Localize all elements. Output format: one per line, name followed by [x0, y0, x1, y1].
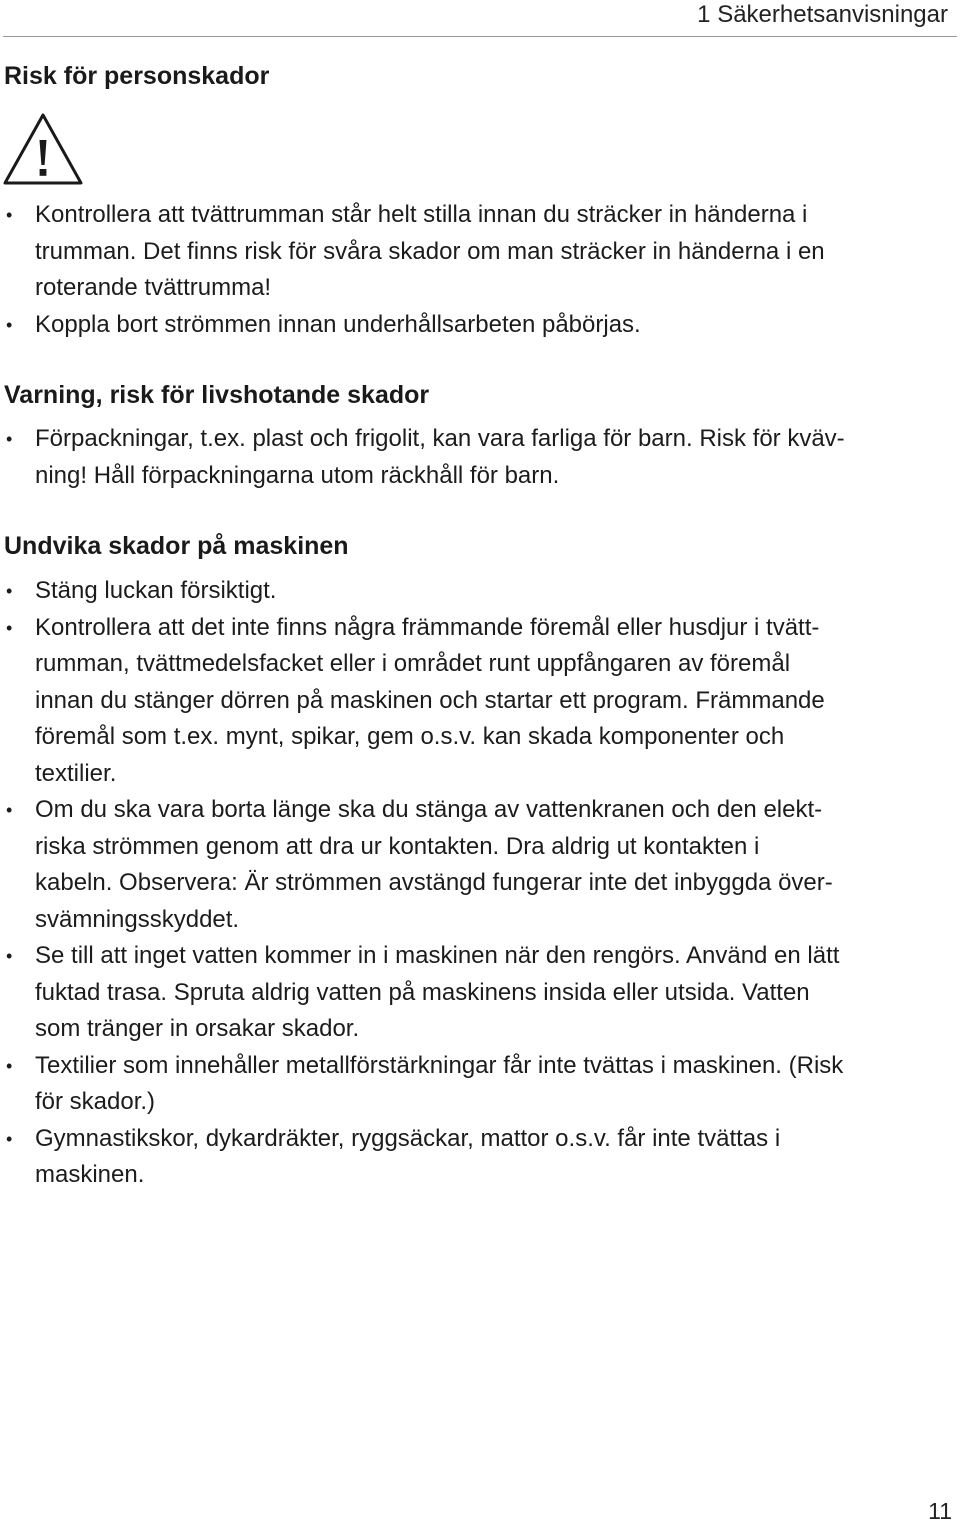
section-heading-machine-damage: Undvika skador på maskinen: [4, 532, 349, 560]
page-number: 11: [928, 1498, 952, 1524]
list-item-text: Kontrollera att det inte finns några främmande föremål eller husdjur i tvätt-: [35, 613, 820, 641]
list-personal-injury: [0, 197, 960, 343]
list-item: [0, 1121, 960, 1194]
list-item-text: för skador.): [35, 1088, 156, 1115]
list-item-text: svämningsskyddet.: [35, 905, 240, 933]
list-machine-damage: [0, 573, 960, 1194]
chapter-title: 1 Säkerhetsanvisningar: [697, 1, 948, 28]
list-item: [0, 792, 960, 938]
list-item-text: roterande tvättrumma!: [35, 274, 272, 301]
list-item-text: Om du ska vara borta länge ska du stänga av vattenkranen och den elekt-: [35, 796, 823, 823]
list-item-text: Se till att inget vatten kommer in i maskinen när den rengörs. Använd en lätt: [35, 942, 840, 969]
list-item-text: Stäng luckan försiktigt.: [35, 577, 277, 604]
bullet-icon: •: [6, 314, 13, 335]
section-heading-life-threatening: Varning, risk för livshotande skador: [4, 381, 430, 409]
bullet-icon: •: [6, 1055, 13, 1076]
list-item-text: textilier.: [35, 759, 117, 787]
section-heading-personal-injury: Risk för personskador: [4, 62, 270, 90]
list-item-text: Gymnastikskor, dykardräkter, ryggsäckar, mattor o.s.v. får inte tvättas i: [35, 1124, 781, 1152]
bullet-icon: •: [6, 617, 13, 638]
list-item-text: innan du stänger dörren på maskinen och startar ett program. Främmande: [35, 686, 825, 714]
list-item: [0, 421, 960, 494]
list-item-text: Textilier som innehåller metallförstärkningar får inte tvättas i maskinen. (Risk: [35, 1051, 844, 1079]
list-life-threatening: [0, 421, 960, 494]
bullet-icon: •: [6, 205, 13, 225]
bullet-icon: •: [6, 581, 13, 601]
list-item-text: Koppla bort strömmen innan underhållsarbeten påbörjas.: [35, 310, 641, 338]
header-divider: [3, 36, 957, 37]
list-item: [0, 610, 960, 793]
list-item-text: som tränger in orsakar skador.: [35, 1015, 360, 1042]
bullet-icon: •: [6, 1128, 13, 1149]
list-item: [0, 1048, 960, 1121]
list-item-text: Förpackningar, t.ex. plast och frigolit, kan vara farliga för barn. Risk för kväv-: [35, 425, 845, 452]
list-item: [0, 307, 960, 344]
bullet-icon: •: [6, 946, 13, 966]
list-item: [0, 197, 960, 307]
list-item-text: Kontrollera att tvättrumman står helt stilla innan du sträcker in händerna i: [35, 201, 808, 228]
list-item-text: föremål som t.ex. mynt, spikar, gem o.s.v. kan skada komponenter och: [35, 723, 785, 750]
bullet-icon: •: [6, 800, 13, 820]
bullet-icon: •: [6, 429, 13, 449]
list-item-text: maskinen.: [35, 1161, 145, 1188]
list-item-text: riska strömmen genom att dra ur kontakten. Dra aldrig ut kontakten i: [35, 832, 760, 860]
list-item-text: rumman, tvättmedelsfacket eller i området runt uppfångaren av föremål: [35, 650, 791, 677]
list-item-text: kabeln. Observera: Är strömmen avstängd fungerar inte det inbyggda över-: [35, 869, 833, 896]
list-item: [0, 938, 960, 1048]
list-item-text: trumman. Det finns risk för svåra skador om man sträcker in händerna i en: [35, 237, 825, 265]
list-item-text: ning! Håll förpackningarna utom räckhåll för barn.: [35, 461, 560, 489]
warning-triangle-icon: [2, 112, 84, 186]
list-item-text: fuktad trasa. Spruta aldrig vatten på maskinens insida eller utsida. Vatten: [35, 978, 810, 1006]
page-header: [0, 0, 960, 38]
list-item: [0, 573, 960, 610]
